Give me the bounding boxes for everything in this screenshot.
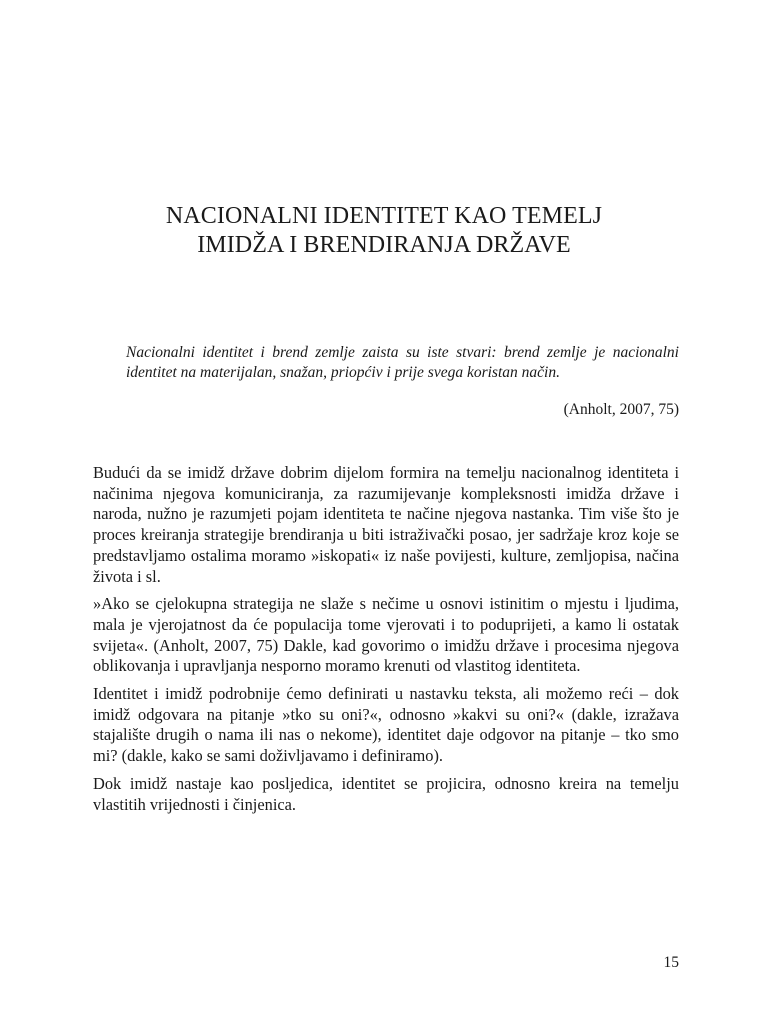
epigraph-citation: (Anholt, 2007, 75) (563, 401, 679, 418)
paragraph-2: »Ako se cjelokupna strategija ne slaže s nečime u osnovi istinitim o mjestu i ljudima, mala je vjerojatnost da će populacija tome vjerovati i to poduprijeti, a kamo li ostatak svijeta«. (Anholt, 2007, 75) Dakle, kad govorimo o imidžu države i procesima njegova oblikovanja i upravljanja nesporno moramo krenuti od vlastitog identiteta. (93, 594, 679, 676)
page-number: 15 (663, 954, 679, 971)
chapter-title (0, 202, 768, 260)
chapter-title-line-2: IMIDŽA I BRENDIRANJA DRŽAVE (197, 232, 571, 258)
paragraph-1: Budući da se imidž države dobrim dijelom formira na temelju nacionalnog identiteta i načinima njegova komuniciranja, za razumijevanje kompleksnosti imidža države i naroda, nužno je razumjeti pojam identiteta te načine njegova nastanka. Tim više što je proces kreiranja strategije brendiranja u biti istraživački posao, jer sadržaje kroz koje se predstavljamo ostalima moramo »iskopati« iz naše povijesti, kulture, zemljopisa, načina života i sl. (93, 463, 679, 586)
chapter-title-line-1: NACIONALNI IDENTITET KAO TEMELJ (165, 203, 603, 229)
epigraph-quote: Nacionalni identitet i brend zemlje zaista su iste stvari: brend zemlje je nacionalni identitet na materijalan, snažan, priopćiv i prije svega koristan način. (126, 344, 679, 381)
epigraph (126, 343, 679, 383)
paragraph-4: Dok imidž nastaje kao posljedica, identitet se projicira, odnosno kreira na temelju vlastitih vrijednosti i činjenica. (93, 773, 679, 814)
body-text (93, 463, 679, 822)
paragraph-3: Identitet i imidž podrobnije ćemo definirati u nastavku teksta, ali možemo reći – dok imidž odgovara na pitanje »tko su oni?«, odnosno »kakvi su oni?« (dakle, izražava stajalište drugih o nama ili nas o nekome), identitet daje odgovor na pitanje – tko smo mi? (dakle, kako se sami doživljavamo i definiramo). (93, 684, 679, 766)
